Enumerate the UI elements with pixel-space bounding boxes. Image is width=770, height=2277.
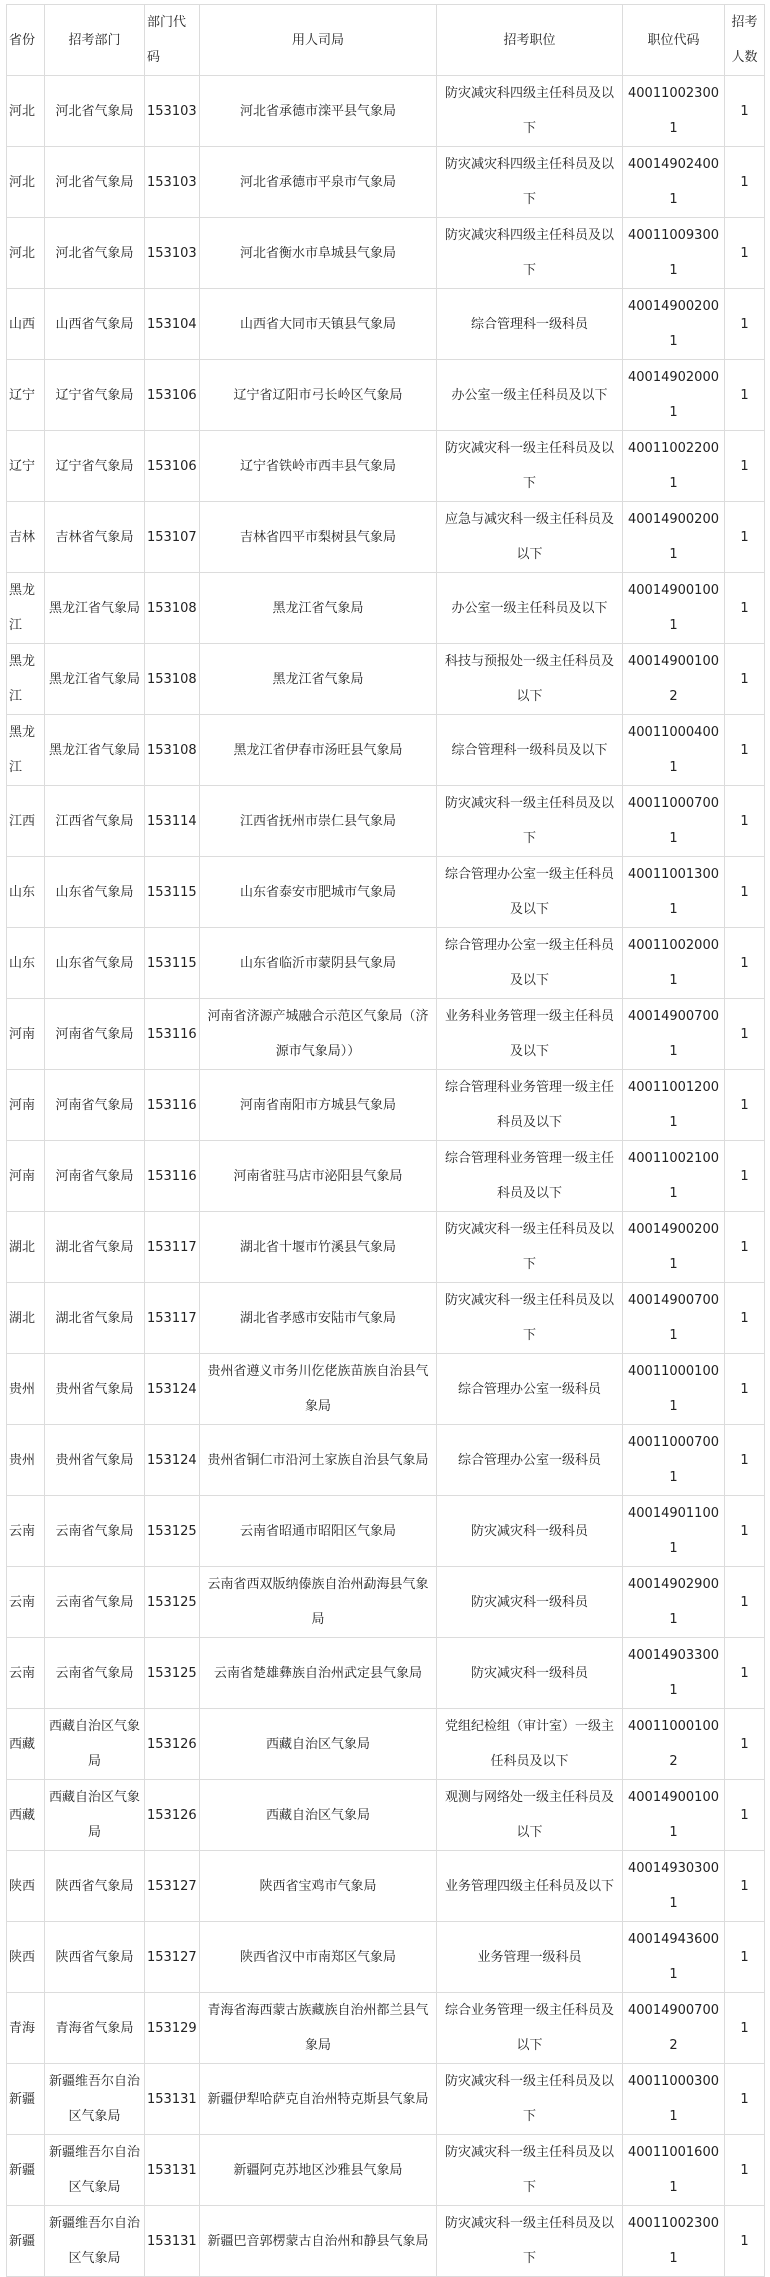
table-row [7, 1638, 765, 1709]
cell-department-code: 153124 [145, 1354, 200, 1425]
table-row [7, 2206, 765, 2277]
cell-employer: 贵州省遵义市务川仡佬族苗族自治县气象局 [200, 1354, 437, 1425]
cell-department-code: 153131 [145, 2135, 200, 2206]
cell-department-code: 153103 [145, 218, 200, 289]
cell-headcount: 1 [725, 1922, 765, 1993]
table-row [7, 76, 765, 147]
cell-position-code: 400110001001 [623, 1354, 725, 1425]
cell-department: 河南省气象局 [45, 999, 145, 1070]
header-department-code: 部门代码 [145, 5, 200, 76]
cell-headcount: 1 [725, 2135, 765, 2206]
cell-province: 山东 [7, 928, 45, 999]
cell-employer: 贵州省铜仁市沿河土家族自治县气象局 [200, 1425, 437, 1496]
cell-employer: 新疆巴音郭楞蒙古自治州和静县气象局 [200, 2206, 437, 2277]
cell-employer: 黑龙江省气象局 [200, 644, 437, 715]
cell-department: 湖北省气象局 [45, 1212, 145, 1283]
cell-employer: 山东省泰安市肥城市气象局 [200, 857, 437, 928]
table-row [7, 1922, 765, 1993]
cell-position: 综合管理科一级科员 [437, 289, 623, 360]
cell-department-code: 153116 [145, 1141, 200, 1212]
cell-position: 办公室一级主任科员及以下 [437, 360, 623, 431]
cell-position: 综合管理科一级科员及以下 [437, 715, 623, 786]
cell-department: 山西省气象局 [45, 289, 145, 360]
cell-department: 西藏自治区气象局 [45, 1709, 145, 1780]
cell-position-code: 400149001001 [623, 1780, 725, 1851]
table-row [7, 147, 765, 218]
cell-province: 河南 [7, 999, 45, 1070]
table-row [7, 573, 765, 644]
cell-department: 河南省气象局 [45, 1141, 145, 1212]
cell-employer: 河南省驻马店市泌阳县气象局 [200, 1141, 437, 1212]
cell-headcount: 1 [725, 218, 765, 289]
cell-employer: 河南省济源产城融合示范区气象局（济源市气象局）） [200, 999, 437, 1070]
cell-employer: 山西省大同市天镇县气象局 [200, 289, 437, 360]
cell-department-code: 153126 [145, 1780, 200, 1851]
cell-employer: 云南省西双版纳傣族自治州勐海县气象局 [200, 1567, 437, 1638]
cell-position: 应急与减灾科一级主任科员及以下 [437, 502, 623, 573]
cell-department-code: 153106 [145, 431, 200, 502]
cell-province: 新疆 [7, 2206, 45, 2277]
cell-department-code: 153131 [145, 2064, 200, 2135]
cell-position: 综合管理办公室一级主任科员及以下 [437, 928, 623, 999]
cell-position-code: 400110023001 [623, 2206, 725, 2277]
cell-headcount: 1 [725, 1070, 765, 1141]
cell-position-code: 400149007002 [623, 1993, 725, 2064]
cell-headcount: 1 [725, 1993, 765, 2064]
cell-headcount: 1 [725, 1141, 765, 1212]
cell-employer: 云南省楚雄彝族自治州武定县气象局 [200, 1638, 437, 1709]
cell-department-code: 153108 [145, 715, 200, 786]
cell-position-code: 400149002001 [623, 1212, 725, 1283]
header-province: 省份 [7, 5, 45, 76]
cell-province: 河南 [7, 1070, 45, 1141]
cell-department-code: 153107 [145, 502, 200, 573]
cell-headcount: 1 [725, 289, 765, 360]
cell-position-code: 400110023001 [623, 76, 725, 147]
cell-employer: 西藏自治区气象局 [200, 1709, 437, 1780]
cell-position-code: 400110007001 [623, 1425, 725, 1496]
cell-position: 业务管理一级科员 [437, 1922, 623, 1993]
cell-headcount: 1 [725, 1354, 765, 1425]
cell-department-code: 153126 [145, 1709, 200, 1780]
cell-position-code: 400149303001 [623, 1851, 725, 1922]
cell-department: 河北省气象局 [45, 218, 145, 289]
cell-headcount: 1 [725, 1780, 765, 1851]
table-row [7, 218, 765, 289]
cell-position-code: 400149007001 [623, 999, 725, 1070]
table-row [7, 644, 765, 715]
cell-province: 河北 [7, 76, 45, 147]
cell-employer: 云南省昭通市昭阳区气象局 [200, 1496, 437, 1567]
cell-department-code: 153117 [145, 1212, 200, 1283]
cell-department: 辽宁省气象局 [45, 431, 145, 502]
cell-province: 山西 [7, 289, 45, 360]
table-row [7, 999, 765, 1070]
cell-position-code: 400149029001 [623, 1567, 725, 1638]
cell-department: 陕西省气象局 [45, 1922, 145, 1993]
cell-position-code: 400149002001 [623, 289, 725, 360]
cell-employer: 河北省承德市滦平县气象局 [200, 76, 437, 147]
cell-department: 云南省气象局 [45, 1496, 145, 1567]
cell-employer: 山东省临沂市蒙阴县气象局 [200, 928, 437, 999]
cell-department-code: 153115 [145, 928, 200, 999]
cell-headcount: 1 [725, 502, 765, 573]
cell-position: 防灾减灾科一级科员 [437, 1567, 623, 1638]
table-row [7, 289, 765, 360]
table-row [7, 1283, 765, 1354]
cell-department-code: 153129 [145, 1993, 200, 2064]
cell-headcount: 1 [725, 999, 765, 1070]
cell-position: 防灾减灾科一级主任科员及以下 [437, 786, 623, 857]
table-row [7, 2135, 765, 2206]
cell-province: 黑龙江 [7, 644, 45, 715]
cell-position: 综合管理办公室一级科员 [437, 1425, 623, 1496]
cell-department-code: 153127 [145, 1851, 200, 1922]
table-row [7, 1993, 765, 2064]
cell-department: 青海省气象局 [45, 1993, 145, 2064]
cell-employer: 黑龙江省伊春市汤旺县气象局 [200, 715, 437, 786]
cell-province: 云南 [7, 1567, 45, 1638]
table-row [7, 431, 765, 502]
cell-employer: 新疆阿克苏地区沙雅县气象局 [200, 2135, 437, 2206]
cell-department: 新疆维吾尔自治区气象局 [45, 2135, 145, 2206]
cell-position-code: 400110093001 [623, 218, 725, 289]
table-row [7, 502, 765, 573]
cell-department: 云南省气象局 [45, 1638, 145, 1709]
cell-position-code: 400110012001 [623, 1070, 725, 1141]
cell-department-code: 153124 [145, 1425, 200, 1496]
cell-headcount: 1 [725, 431, 765, 502]
table-row [7, 1212, 765, 1283]
header-department: 招考部门 [45, 5, 145, 76]
table-row [7, 360, 765, 431]
cell-employer: 湖北省孝感市安陆市气象局 [200, 1283, 437, 1354]
cell-department-code: 153125 [145, 1567, 200, 1638]
cell-employer: 江西省抚州市崇仁县气象局 [200, 786, 437, 857]
cell-position: 防灾减灾科一级主任科员及以下 [437, 2135, 623, 2206]
cell-province: 云南 [7, 1496, 45, 1567]
cell-employer: 辽宁省铁岭市西丰县气象局 [200, 431, 437, 502]
cell-headcount: 1 [725, 147, 765, 218]
cell-department-code: 153117 [145, 1283, 200, 1354]
cell-employer: 陕西省宝鸡市气象局 [200, 1851, 437, 1922]
cell-department-code: 153103 [145, 147, 200, 218]
cell-position: 防灾减灾科一级主任科员及以下 [437, 1283, 623, 1354]
cell-department: 吉林省气象局 [45, 502, 145, 573]
cell-province: 湖北 [7, 1212, 45, 1283]
cell-position: 防灾减灾科一级主任科员及以下 [437, 2206, 623, 2277]
cell-department: 新疆维吾尔自治区气象局 [45, 2064, 145, 2135]
table-row [7, 928, 765, 999]
cell-position-code: 400149007001 [623, 1283, 725, 1354]
cell-department: 贵州省气象局 [45, 1354, 145, 1425]
cell-headcount: 1 [725, 715, 765, 786]
cell-province: 黑龙江 [7, 573, 45, 644]
recruitment-table-container [6, 4, 764, 2277]
cell-department-code: 153125 [145, 1638, 200, 1709]
cell-headcount: 1 [725, 1567, 765, 1638]
cell-province: 贵州 [7, 1425, 45, 1496]
cell-department-code: 153108 [145, 573, 200, 644]
cell-position-code: 400110003001 [623, 2064, 725, 2135]
cell-employer: 陕西省汉中市南郑区气象局 [200, 1922, 437, 1993]
cell-province: 西藏 [7, 1709, 45, 1780]
cell-department: 陕西省气象局 [45, 1851, 145, 1922]
cell-employer: 辽宁省辽阳市弓长岭区气象局 [200, 360, 437, 431]
cell-position: 观测与网络处一级主任科员及以下 [437, 1780, 623, 1851]
cell-position: 综合业务管理一级主任科员及以下 [437, 1993, 623, 2064]
cell-headcount: 1 [725, 76, 765, 147]
cell-department: 贵州省气象局 [45, 1425, 145, 1496]
cell-position: 综合管理办公室一级主任科员及以下 [437, 857, 623, 928]
cell-department: 黑龙江省气象局 [45, 715, 145, 786]
cell-employer: 河南省南阳市方城县气象局 [200, 1070, 437, 1141]
cell-position: 防灾减灾科一级主任科员及以下 [437, 431, 623, 502]
cell-province: 辽宁 [7, 360, 45, 431]
cell-province: 贵州 [7, 1354, 45, 1425]
header-headcount: 招考人数 [725, 5, 765, 76]
cell-position: 科技与预报处一级主任科员及以下 [437, 644, 623, 715]
cell-department: 湖北省气象局 [45, 1283, 145, 1354]
cell-position: 防灾减灾科四级主任科员及以下 [437, 147, 623, 218]
cell-headcount: 1 [725, 928, 765, 999]
header-position: 招考职位 [437, 5, 623, 76]
cell-position-code: 400110001002 [623, 1709, 725, 1780]
cell-department: 河北省气象局 [45, 147, 145, 218]
cell-position: 防灾减灾科四级主任科员及以下 [437, 218, 623, 289]
cell-position-code: 400149002001 [623, 502, 725, 573]
cell-headcount: 1 [725, 1709, 765, 1780]
header-employer: 用人司局 [200, 5, 437, 76]
cell-department-code: 153103 [145, 76, 200, 147]
cell-province: 辽宁 [7, 431, 45, 502]
cell-position-code: 400110020001 [623, 928, 725, 999]
cell-province: 西藏 [7, 1780, 45, 1851]
cell-position: 防灾减灾科四级主任科员及以下 [437, 76, 623, 147]
cell-province: 江西 [7, 786, 45, 857]
cell-headcount: 1 [725, 1851, 765, 1922]
cell-department-code: 153114 [145, 786, 200, 857]
header-row [7, 5, 765, 76]
table-row [7, 1851, 765, 1922]
table-row [7, 1141, 765, 1212]
cell-department: 云南省气象局 [45, 1567, 145, 1638]
cell-headcount: 1 [725, 1496, 765, 1567]
table-row [7, 786, 765, 857]
cell-position: 综合管理科业务管理一级主任科员及以下 [437, 1070, 623, 1141]
cell-province: 黑龙江 [7, 715, 45, 786]
cell-province: 新疆 [7, 2064, 45, 2135]
cell-department: 河北省气象局 [45, 76, 145, 147]
cell-department-code: 153131 [145, 2206, 200, 2277]
cell-department-code: 153125 [145, 1496, 200, 1567]
cell-department-code: 153106 [145, 360, 200, 431]
cell-employer: 吉林省四平市梨树县气象局 [200, 502, 437, 573]
cell-province: 河北 [7, 147, 45, 218]
cell-position: 防灾减灾科一级科员 [437, 1638, 623, 1709]
cell-employer: 河北省衡水市阜城县气象局 [200, 218, 437, 289]
cell-department-code: 153104 [145, 289, 200, 360]
cell-province: 陕西 [7, 1851, 45, 1922]
cell-province: 湖北 [7, 1283, 45, 1354]
cell-headcount: 1 [725, 1638, 765, 1709]
cell-headcount: 1 [725, 360, 765, 431]
cell-department-code: 153116 [145, 1070, 200, 1141]
table-row [7, 1425, 765, 1496]
cell-province: 陕西 [7, 1922, 45, 1993]
cell-position-code: 400110016001 [623, 2135, 725, 2206]
cell-position-code: 400149033001 [623, 1638, 725, 1709]
cell-headcount: 1 [725, 644, 765, 715]
table-row [7, 2064, 765, 2135]
cell-position-code: 400149001001 [623, 573, 725, 644]
cell-position-code: 400149024001 [623, 147, 725, 218]
cell-position: 防灾减灾科一级科员 [437, 1496, 623, 1567]
cell-position: 防灾减灾科一级主任科员及以下 [437, 2064, 623, 2135]
cell-department: 江西省气象局 [45, 786, 145, 857]
cell-employer: 青海省海西蒙古族藏族自治州都兰县气象局 [200, 1993, 437, 2064]
cell-employer: 河北省承德市平泉市气象局 [200, 147, 437, 218]
cell-province: 河南 [7, 1141, 45, 1212]
cell-position-code: 400149436001 [623, 1922, 725, 1993]
cell-headcount: 1 [725, 857, 765, 928]
cell-position-code: 400110004001 [623, 715, 725, 786]
cell-province: 云南 [7, 1638, 45, 1709]
cell-department: 新疆维吾尔自治区气象局 [45, 2206, 145, 2277]
cell-province: 山东 [7, 857, 45, 928]
cell-province: 河北 [7, 218, 45, 289]
cell-position-code: 400149001002 [623, 644, 725, 715]
recruitment-table [6, 4, 765, 2277]
cell-position-code: 400110007001 [623, 786, 725, 857]
cell-province: 吉林 [7, 502, 45, 573]
cell-employer: 新疆伊犁哈萨克自治州特克斯县气象局 [200, 2064, 437, 2135]
cell-position: 综合管理科业务管理一级主任科员及以下 [437, 1141, 623, 1212]
cell-position-code: 400149011001 [623, 1496, 725, 1567]
cell-headcount: 1 [725, 1425, 765, 1496]
cell-headcount: 1 [725, 2206, 765, 2277]
cell-headcount: 1 [725, 1212, 765, 1283]
cell-position-code: 400110022001 [623, 431, 725, 502]
cell-department: 西藏自治区气象局 [45, 1780, 145, 1851]
table-row [7, 1070, 765, 1141]
cell-province: 新疆 [7, 2135, 45, 2206]
cell-employer: 湖北省十堰市竹溪县气象局 [200, 1212, 437, 1283]
cell-department: 辽宁省气象局 [45, 360, 145, 431]
cell-position-code: 400149020001 [623, 360, 725, 431]
cell-department-code: 153115 [145, 857, 200, 928]
cell-position: 防灾减灾科一级主任科员及以下 [437, 1212, 623, 1283]
cell-department: 黑龙江省气象局 [45, 573, 145, 644]
cell-department: 河南省气象局 [45, 1070, 145, 1141]
cell-department-code: 153116 [145, 999, 200, 1070]
table-row [7, 1709, 765, 1780]
cell-position: 业务管理四级主任科员及以下 [437, 1851, 623, 1922]
cell-headcount: 1 [725, 573, 765, 644]
cell-employer: 西藏自治区气象局 [200, 1780, 437, 1851]
table-row [7, 1780, 765, 1851]
cell-position-code: 400110013001 [623, 857, 725, 928]
table-row [7, 1496, 765, 1567]
table-row [7, 1354, 765, 1425]
cell-position-code: 400110021001 [623, 1141, 725, 1212]
cell-department: 山东省气象局 [45, 857, 145, 928]
table-row [7, 857, 765, 928]
cell-headcount: 1 [725, 2064, 765, 2135]
table-row [7, 715, 765, 786]
cell-employer: 黑龙江省气象局 [200, 573, 437, 644]
cell-headcount: 1 [725, 1283, 765, 1354]
cell-position: 办公室一级主任科员及以下 [437, 573, 623, 644]
cell-position: 党组纪检组（审计室）一级主任科员及以下 [437, 1709, 623, 1780]
cell-department: 黑龙江省气象局 [45, 644, 145, 715]
cell-province: 青海 [7, 1993, 45, 2064]
cell-position: 业务科业务管理一级主任科员及以下 [437, 999, 623, 1070]
cell-department: 山东省气象局 [45, 928, 145, 999]
cell-position: 综合管理办公室一级科员 [437, 1354, 623, 1425]
cell-department-code: 153108 [145, 644, 200, 715]
cell-department-code: 153127 [145, 1922, 200, 1993]
header-position-code: 职位代码 [623, 5, 725, 76]
table-row [7, 1567, 765, 1638]
cell-headcount: 1 [725, 786, 765, 857]
